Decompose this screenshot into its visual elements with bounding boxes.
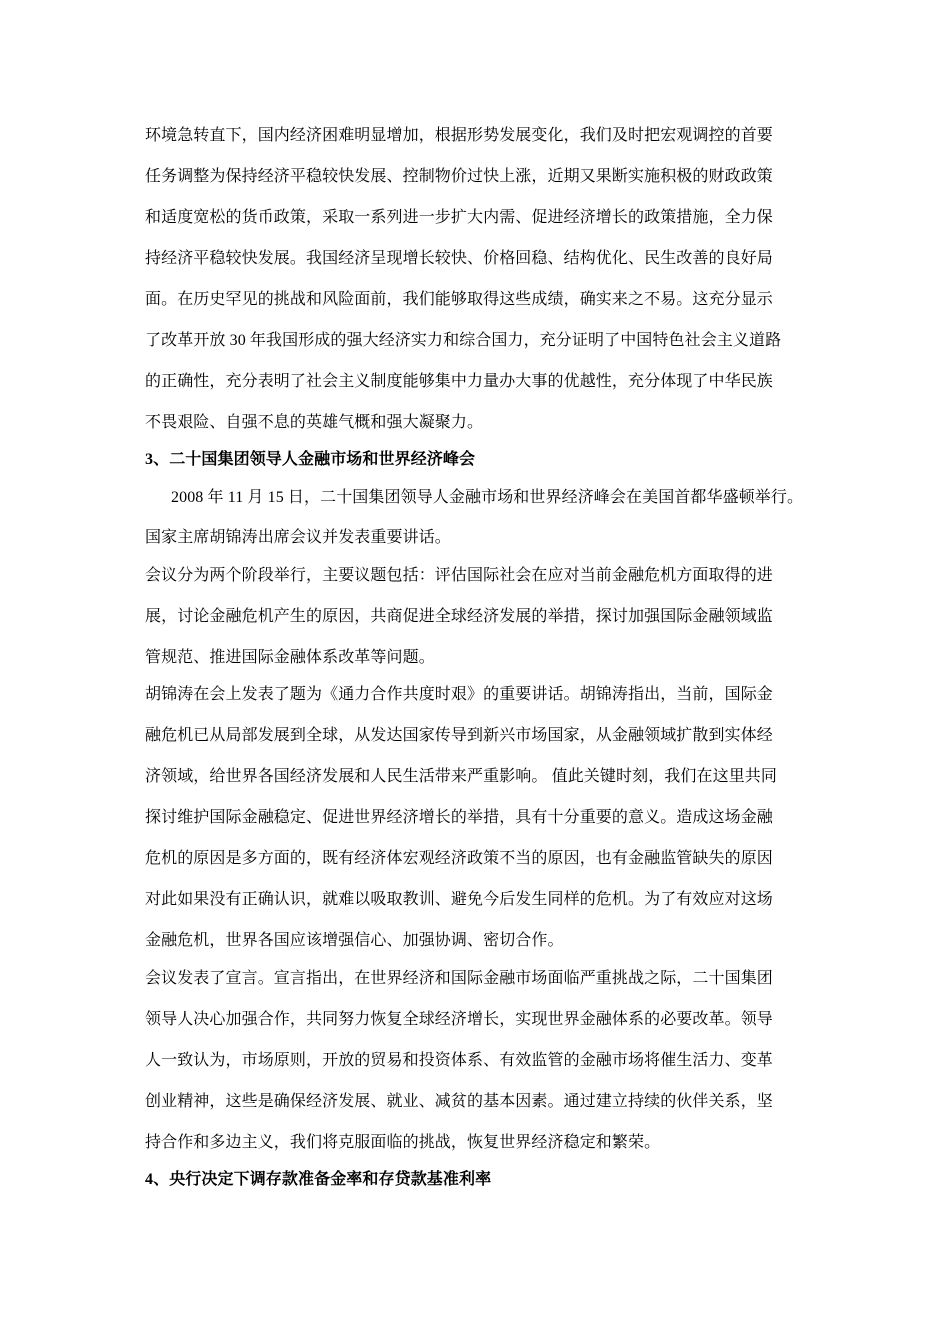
paragraph1-line: 了改革开放 30 年我国形成的强大经济实力和综合国力，充分证明了中国特色社会主义道路: [145, 332, 782, 349]
paragraph4-line: 危机的原因是多方面的，既有经济体宏观经济政策不当的原因，也有金融监管缺失的原因: [145, 850, 773, 867]
paragraph1-line: 的正确性，充分表明了社会主义制度能够集中力量办大事的优越性，充分体现了中华民族: [145, 373, 773, 390]
paragraph5-line: 持合作和多边主义，我们将克服面临的挑战，恢复世界经济稳定和繁荣。: [145, 1134, 661, 1151]
paragraph3-line: 管规范、推进国际金融体系改革等问题。: [145, 649, 435, 666]
paragraph5-line: 领导人决心加强合作，共同努力恢复全球经济增长，实现世界金融体系的必要改革。领导: [145, 1011, 773, 1028]
paragraph5-line: 人一致认为，市场原则，开放的贸易和投资体系、有效监管的金融市场将催生活力、变革: [145, 1052, 773, 1069]
paragraph4-line: 探讨维护国际金融稳定、促进世界经济增长的举措，具有十分重要的意义。造成这场金融: [145, 809, 773, 826]
paragraph5-line: 会议发表了宣言。宣言指出，在世界经济和国际金融市场面临严重挑战之际，二十国集团: [145, 970, 773, 987]
section-heading-3: 3、二十国集团领导人金融市场和世界经济峰会: [145, 451, 476, 468]
paragraph2-line: 2008 年 11 月 15 日，二十国集团领导人金融市场和世界经济峰会在美国首都华盛顿举行。: [171, 489, 804, 506]
paragraph1-line: 面。在历史罕见的挑战和风险面前，我们能够取得这些成绩，确实来之不易。这充分显示: [145, 291, 773, 308]
paragraph1-line: 和适度宽松的货币政策，采取一系列进一步扩大内需、促进经济增长的政策措施，全力保: [145, 209, 773, 226]
paragraph1-line: 任务调整为保持经济平稳较快发展、控制物价过快上涨，近期又果断实施积极的财政政策: [145, 168, 773, 185]
paragraph3-line: 展，讨论金融危机产生的原因，共商促进全球经济发展的举措，探讨加强国际金融领域监: [145, 608, 773, 625]
paragraph4-line: 济领域，给世界各国经济发展和人民生活带来严重影响。 值此关键时刻，我们在这里共同: [145, 768, 778, 785]
paragraph5-line: 创业精神，这些是确保经济发展、就业、减贫的基本因素。通过建立持续的伙伴关系，坚: [145, 1093, 773, 1110]
paragraph1-line: 不畏艰险、自强不息的英雄气概和强大凝聚力。: [145, 414, 484, 431]
paragraph4-line: 融危机已从局部发展到全球，从发达国家传导到新兴市场国家，从金融领域扩散到实体经: [145, 727, 773, 744]
paragraph1-line: 持经济平稳较快发展。我国经济呈现增长较快、价格回稳、结构优化、民生改善的良好局: [145, 250, 773, 267]
paragraph4-line: 胡锦涛在会上发表了题为《通力合作共度时艰》的重要讲话。胡锦涛指出，当前，国际金: [145, 686, 773, 703]
paragraph1-line: 环境急转直下，国内经济困难明显增加，根据形势发展变化，我们及时把宏观调控的首要: [145, 127, 773, 144]
paragraph3-line: 会议分为两个阶段举行，主要议题包括：评估国际社会在应对当前金融危机方面取得的进: [145, 567, 773, 584]
paragraph4-line: 对此如果没有正确认识，就难以吸取教训、避免今后发生同样的危机。为了有效应对这场: [145, 891, 773, 908]
paragraph4-line: 金融危机，世界各国应该增强信心、加强协调、密切合作。: [145, 932, 564, 949]
section-heading-4: 4、央行决定下调存款准备金率和存贷款基准利率: [145, 1171, 492, 1188]
paragraph2-line: 国家主席胡锦涛出席会议并发表重要讲话。: [145, 529, 451, 546]
